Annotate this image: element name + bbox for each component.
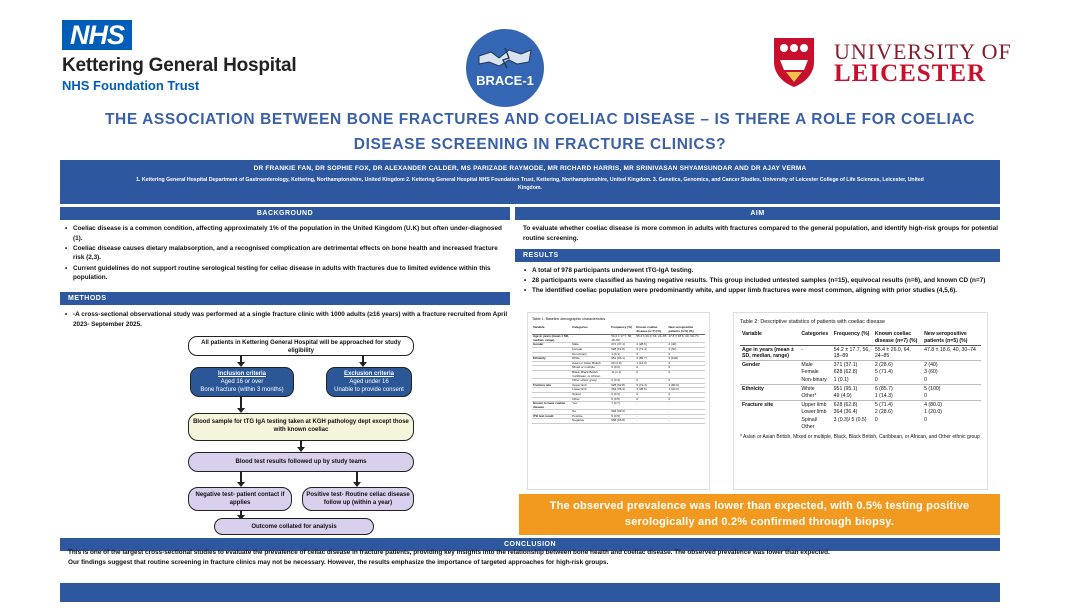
- table-cell: 5 (100): [922, 385, 981, 393]
- table-cell: Other: [571, 397, 610, 402]
- table-cell: 2 (28.6): [635, 343, 667, 348]
- table-cell: 2 (40): [668, 343, 705, 348]
- table-cell: Male: [571, 343, 610, 348]
- university-of-text: UNIVERSITY OF: [834, 39, 1012, 64]
- authors-band: [60, 160, 1000, 204]
- table-cell: 1 (0.1): [833, 377, 849, 384]
- table-cell: 951 (95.1): [832, 385, 873, 393]
- table-row: [532, 419, 705, 424]
- table-cell: White: [799, 385, 831, 393]
- table-cell: Non-binary: [571, 352, 610, 357]
- table-row: [740, 393, 981, 401]
- table-cell: 993 (99.3): [610, 410, 635, 415]
- table-cell: [740, 369, 799, 377]
- results-heading: RESULTS: [515, 249, 1000, 262]
- table-cell: 0: [668, 366, 705, 371]
- table-cell: 4 (80.0): [668, 383, 705, 388]
- table-cell: 47.8 ± 18.6, 40, 30–74: [922, 346, 981, 361]
- table-cell: Gender: [740, 361, 799, 369]
- table-cell: 0: [635, 366, 667, 371]
- aim-text: To evaluate whether coeliac disease is more common in adults with fractures compared to the general population, and identify high-risk groups for potential routine screening.: [523, 225, 999, 242]
- inclusion-text: Aged 16 or over Bone fracture (within 3 months): [200, 379, 284, 393]
- table-cell: Known to have coeliac disease: [532, 402, 571, 410]
- flow-negative-box: Negative test- patient contact if applies: [188, 487, 292, 511]
- flow-inclusion-box: [190, 367, 294, 397]
- table-2-caption: Table 2: Descriptive statistics of patients with coeliac disease: [740, 319, 886, 325]
- table-row: [740, 385, 981, 393]
- table-cell: Non-binary: [801, 377, 827, 384]
- table-row: [740, 361, 981, 369]
- table-cell: 364 (36.4): [610, 388, 635, 393]
- leicester-shield-icon: [772, 36, 816, 88]
- table-cell: Other*: [801, 393, 817, 400]
- table-cell: 54.2 ± 17.7, 56, 18–89: [610, 335, 635, 343]
- table-2: [733, 312, 988, 490]
- table-cell: -: [668, 402, 705, 410]
- methods-bullet: • -A cross-sectional observational study was performed at a single fracture clinic with 1000 adults (≥16 years) with a fracture recruited from April 2023- September 2025.: [64, 310, 510, 329]
- background-list: [64, 224, 510, 283]
- table-cell: 5 (0.5): [610, 414, 635, 419]
- table-cell: White: [571, 357, 610, 362]
- table-row: [740, 409, 981, 417]
- table-cell: Fracture site: [740, 401, 799, 409]
- table-cell: 5 (71.4): [635, 347, 667, 352]
- poster-title: THE ASSOCIATION BETWEEN BONE FRACTURES AND COELIAC DISEASE – IS THERE A ROLE FOR COELIAC DISEASE SCREENING IN FRACTURE CLINICS?: [104, 111, 976, 153]
- table-cell: Negative: [571, 419, 610, 424]
- table-cell: [532, 370, 571, 378]
- table-cell: 7 (0.7): [610, 402, 635, 410]
- table-cell: Male: [799, 361, 831, 369]
- references-band: [60, 583, 1000, 602]
- table-cell: 5 (71.4): [873, 401, 922, 409]
- table-cell: Female: [571, 347, 610, 352]
- hospital-subtitle: NHS Foundation Trust: [62, 78, 200, 93]
- results-bullet: • A total of 978 participants underwent tTG-IgA testing.: [523, 266, 1000, 276]
- table-cell: [532, 419, 571, 424]
- table-cell: 55.4 ± 26.0, 64, 24–85: [873, 346, 922, 361]
- table-1-header-cell: Variable: [532, 325, 571, 335]
- table-cell: 0: [668, 370, 705, 378]
- table-row: [740, 401, 981, 409]
- table-cell: Other ethnic group: [571, 379, 610, 384]
- table-cell: 49 (4.9): [833, 393, 852, 400]
- conclusion-text: [68, 548, 1000, 567]
- nhs-logo: NHS: [62, 20, 132, 50]
- table-cell: [740, 417, 799, 431]
- table-1-header-cell: New seropositive patients (n=5) (%): [668, 325, 705, 335]
- table-cell: 6 (0.6): [610, 366, 635, 371]
- table-cell: 371 (37.1): [832, 361, 873, 369]
- table-cell: -: [668, 414, 705, 419]
- table-cell: tTG test result: [532, 414, 571, 419]
- table-row: [740, 346, 981, 361]
- conclusion-paragraph: Our findings suggest that routine screening in fracture clinics may not be necessary. However, the results emphasize the importance of targeted approaches for high-risk groups.: [68, 558, 609, 566]
- table-cell: 0: [924, 417, 927, 424]
- table-cell: 364 (36.4): [833, 409, 858, 416]
- flow-positive-box: Positive test- Routine celiac disease follow up (within a year): [302, 487, 414, 511]
- table-cell: Asian or Asian British: [571, 361, 610, 366]
- affiliations: 1. Kettering General Hospital Department of Gastroenterology, Kettering, Northamptonshire, United Kingdom 2. Kettering General Hospital NHS Foundation Trust, Kettering, Northamptonshire, United Kingdom. 3. Genetics, Genomics, and Cancer Studies, University of Leicester College of Life Sciences, Leicester, United Kingdom.: [136, 177, 924, 191]
- brace-label: BRACE-1: [476, 73, 534, 88]
- table-cell: -: [635, 402, 667, 410]
- table-cell: 1 (20.0): [668, 388, 705, 393]
- table-cell: Spinal: [571, 392, 610, 397]
- table-cell: 55.4 ± 26.0, 64, 24–85: [635, 335, 667, 343]
- table-cell: No: [571, 410, 610, 415]
- table-cell: Age in years (mean ± SD, median, range): [740, 346, 799, 361]
- inclusion-title: Inclusion criteria: [217, 371, 266, 377]
- table-cell: Spinal/ Other: [801, 417, 818, 430]
- table-2-note: * Asian or Asian British, Mixed or multiple, Black, Black British, Caribbean, or African, and Other ethnic group: [740, 433, 980, 440]
- table-cell: -: [635, 419, 667, 424]
- table-2-header-cell: Frequency (%): [832, 330, 873, 346]
- table-cell: Upper limb: [799, 401, 831, 409]
- table-cell: 0: [668, 352, 705, 357]
- table-cell: 951 (95.1): [610, 357, 635, 362]
- table-cell: [740, 377, 799, 385]
- results-bullet: • 28 participants were classified as having negative results. This group included untested samples (n=15), equivocal results (n=6), and known CD (n=7): [523, 276, 1000, 286]
- key-finding-banner: The observed prevalence was lower than expected, with 0.5% testing positive serologically and 0.2% confirmed through biopsy.: [519, 494, 1000, 535]
- table-cell: 2 (28.6): [635, 388, 667, 393]
- results-bullet: • The identified coeliac population were predominantly white, and upper limb fractures were most common, aligning with prior studies (4,5,6).: [523, 286, 1000, 296]
- table-cell: Upper limb: [571, 383, 610, 388]
- table-cell: 0: [874, 417, 878, 424]
- table-cell: Yes: [571, 402, 610, 410]
- table-cell: Age in years (mean ± SD, median, range): [532, 335, 571, 343]
- table-cell: 3 (60): [924, 369, 938, 376]
- brace-logo-icon: [465, 28, 545, 108]
- table-cell: Gender: [532, 343, 571, 348]
- table-cell: 5 (0.5): [610, 397, 635, 402]
- table-cell: 628 (62.8): [610, 383, 635, 388]
- table-cell: -: [668, 410, 705, 415]
- table-cell: 0: [924, 393, 927, 400]
- table-cell: 5 (71.4): [874, 369, 893, 376]
- table-cell: Lower limb: [571, 388, 610, 393]
- table-row: [740, 369, 981, 377]
- background-bullet: • Current guidelines do not support routine serological testing for celiac disease in adults with fractures due to limited evidence within this population.: [64, 264, 510, 283]
- table-1-header-cell: Known coeliac disease (n=7) (%): [635, 325, 667, 335]
- table-1-header-cell: Frequency (%): [610, 325, 635, 335]
- flow-blood-sample-box: Blood sample for tTG IgA testing taken at KGH pathology dept except those with known coeliac: [188, 413, 414, 441]
- table-cell: 3 (0.3): [610, 379, 635, 384]
- table-2-header-cell: New seropositive patients (n=5) (%): [922, 330, 981, 346]
- table-cell: 0: [924, 377, 927, 384]
- table-cell: 0: [668, 392, 705, 397]
- table-row: [740, 417, 981, 431]
- results-list: [523, 266, 1000, 297]
- flow-eligibility-box: All patients in Kettering General Hospital will be approached for study eligibility: [188, 336, 414, 356]
- authors: DR FRANKIE FAN, DR SOPHIE FOX, DR ALEXANDER CALDER, MS PARIZADE RAYMODE, MR RICHARD HARRIS, MR SRINIVASAN SHYAMSUNDAR AND DR AJAY VERMA: [253, 165, 807, 172]
- table-cell: 968 (96.8): [610, 419, 635, 424]
- table-2-header-cell: Categories: [799, 330, 831, 346]
- table-cell: -: [668, 419, 705, 424]
- table-cell: 3 (0.3): [610, 392, 635, 397]
- table-cell: Female: [801, 369, 819, 376]
- hospital-name: Kettering General Hospital: [62, 55, 297, 76]
- table-cell: Positive: [571, 414, 610, 419]
- table-cell: 0: [635, 379, 667, 384]
- table-cell: 3 (60): [668, 347, 705, 352]
- table-cell: 3 (0.3)/ 5 (0.5): [833, 417, 867, 424]
- table-2-header-cell: Variable: [740, 330, 799, 346]
- table-cell: Lower limb: [801, 409, 827, 416]
- table-2-grid: [740, 330, 981, 431]
- table-cell: 0: [635, 397, 667, 402]
- table-cell: Ethnicity: [532, 357, 571, 362]
- table-cell: Fracture site: [532, 383, 571, 388]
- table-cell: -: [635, 410, 667, 415]
- table-cell: 11 (1.1): [610, 370, 635, 378]
- table-cell: 0: [668, 379, 705, 384]
- table-cell: 628 (62.8): [833, 369, 858, 376]
- methods-heading: METHODS: [60, 292, 510, 305]
- flow-exclusion-box: [326, 367, 412, 397]
- conclusion-heading: CONCLUSION: [60, 538, 1000, 551]
- table-row: [740, 377, 981, 385]
- table-cell: -: [799, 346, 831, 361]
- table-cell: 5 (100): [668, 357, 705, 362]
- table-cell: 47.8 ± 18.6, 40, 30–74: [668, 335, 705, 343]
- table-cell: 2 (28.6): [873, 361, 922, 369]
- exclusion-title: Exclusion criteria: [343, 371, 395, 377]
- table-cell: 1 (14.3): [874, 393, 893, 400]
- table-cell: 0: [635, 392, 667, 397]
- table-cell: 2 (40): [922, 361, 981, 369]
- table-cell: 5 (71.4): [635, 383, 667, 388]
- table-cell: -: [635, 414, 667, 419]
- table-cell: 0: [635, 370, 667, 378]
- flow-results-box: Blood test results followed up by study teams: [188, 452, 414, 472]
- background-bullet: • Coeliac disease is a common condition, affecting approximately 1% of the population in the United Kingdom (U.K) but often under-diagnosed (1).: [64, 224, 510, 243]
- table-cell: Mixed or multiple: [571, 366, 610, 371]
- table-cell: Ethnicity: [740, 385, 799, 393]
- table-cell: 29 (2.9): [610, 361, 635, 366]
- table-cell: 1 (20.0): [924, 409, 942, 416]
- table-cell: Black, Black British, Caribbean, or African: [571, 370, 610, 378]
- aim-heading: AIM: [515, 207, 1000, 220]
- table-cell: 6 (85.7): [635, 357, 667, 362]
- table-cell: -: [571, 335, 610, 343]
- conclusion-paragraph: This is one of the largest cross-sectional studies to evaluate the prevalence of celiac disease in fracture patients, providing key insights into the relationship between bone health and coeliac disease. The observed prevalence was lower than expected.: [68, 549, 830, 556]
- table-cell: 2 (28.6): [874, 409, 893, 416]
- table-1: [527, 312, 710, 490]
- table-cell: 4 (80.0): [922, 401, 981, 409]
- background-heading: BACKGROUND: [60, 207, 510, 220]
- table-1-caption: Table 1: Baseline demographic characteristics: [532, 317, 606, 321]
- flow-outcome-box: Outcome collated for analysis: [214, 518, 374, 535]
- table-cell: 0: [874, 377, 878, 384]
- table-cell: 0: [635, 352, 667, 357]
- table-1-header-cell: Categories: [571, 325, 610, 335]
- table-cell: 0: [668, 397, 705, 402]
- university-name: LEICESTER: [834, 60, 987, 87]
- table-cell: 0: [668, 361, 705, 366]
- table-cell: 628 (62.8): [832, 401, 873, 409]
- table-cell: 1 (14.3): [635, 361, 667, 366]
- table-cell: 1 (0.1): [610, 352, 635, 357]
- table-cell: 6 (85.7): [873, 385, 922, 393]
- table-cell: 371 (37.1): [610, 343, 635, 348]
- table-cell: [740, 393, 799, 401]
- methods-list: [64, 310, 510, 330]
- table-cell: [740, 409, 799, 417]
- table-1-grid: [532, 325, 705, 424]
- background-bullet: • Coeliac disease causes dietary malabsorption, and a recognised complication are detrimental effects on bone health and increased fracture risk (2,3).: [64, 244, 510, 263]
- exclusion-text: Aged under 16 Unable to provide consent: [334, 379, 404, 393]
- table-2-header-cell: Known coeliac disease (n=7) (%): [873, 330, 922, 346]
- table-cell: 628 (62.8): [610, 347, 635, 352]
- table-cell: 54.2 ± 17.7, 56, 18–89: [832, 346, 873, 361]
